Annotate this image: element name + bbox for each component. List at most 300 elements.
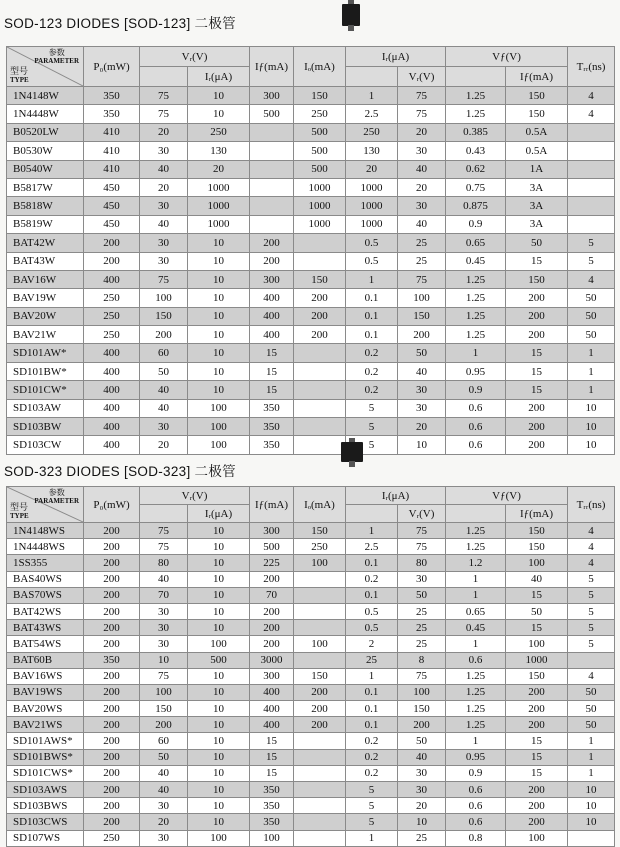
cell-ifv: 15 (506, 381, 568, 399)
cell-vr: 50 (140, 749, 188, 765)
cell-irv: 0.2 (346, 362, 398, 380)
cell-vf: 0.875 (446, 197, 506, 215)
cell-ir: 10 (188, 539, 250, 555)
cell-type: SD103BWS (7, 798, 84, 814)
cell-type: SD103CWS (7, 814, 84, 830)
table-row (7, 123, 615, 141)
cell-pd: 410 (84, 160, 140, 178)
cell-vf: 0.43 (446, 142, 506, 160)
cell-vr: 20 (140, 436, 188, 454)
cell-irv: 2.5 (346, 105, 398, 123)
cell-vrv: 200 (398, 326, 446, 344)
cell-ir: 10 (188, 289, 250, 307)
cell-ir: 250 (188, 123, 250, 141)
cell-ir: 10 (188, 234, 250, 252)
cell-vrv: 25 (398, 830, 446, 846)
header-param-en: PARAMETER (34, 497, 79, 505)
cell-trr: 50 (568, 307, 615, 325)
table-row (7, 399, 615, 417)
table-row (7, 418, 615, 436)
cell-trr: 10 (568, 798, 615, 814)
cell-vrv: 40 (398, 749, 446, 765)
cell-vr: 30 (140, 142, 188, 160)
cell-irv: 0.1 (346, 289, 398, 307)
cell-irv: 0.2 (346, 381, 398, 399)
cell-vr: 75 (140, 270, 188, 288)
header-param-cn: 参数 (48, 48, 65, 57)
cell-vf: 0.45 (446, 252, 506, 270)
cell-if: 350 (250, 798, 294, 814)
header-trr: Tᵣᵣ(ns) (568, 487, 615, 523)
cell-trr: 5 (568, 252, 615, 270)
header-ir-group: Iᵣ(μA) (346, 487, 446, 505)
cell-vrv: 75 (398, 87, 446, 105)
cell-ifv: 15 (506, 765, 568, 781)
cell-vrv: 40 (398, 362, 446, 380)
cell-io (294, 620, 346, 636)
cell-vr: 75 (140, 539, 188, 555)
cell-ifv: 15 (506, 733, 568, 749)
cell-vf: 1.25 (446, 270, 506, 288)
cell-type: SD101CWS* (7, 765, 84, 781)
cell-io: 200 (294, 326, 346, 344)
cell-vf: 0.95 (446, 362, 506, 380)
cell-trr: 10 (568, 436, 615, 454)
cell-if (250, 123, 294, 141)
cell-io (294, 362, 346, 380)
cell-vrv: 10 (398, 436, 446, 454)
cell-type: B0530W (7, 142, 84, 160)
cell-vf: 0.6 (446, 399, 506, 417)
cell-trr (568, 123, 615, 141)
cell-vrv: 150 (398, 307, 446, 325)
cell-irv: 0.5 (346, 620, 398, 636)
table-row (7, 105, 615, 123)
cell-trr: 4 (568, 523, 615, 539)
table-row (7, 636, 615, 652)
cell-vr: 30 (140, 252, 188, 270)
table-row (7, 234, 615, 252)
cell-vrv: 30 (398, 197, 446, 215)
cell-irv: 0.2 (346, 344, 398, 362)
cell-ir: 500 (188, 652, 250, 668)
cell-trr: 5 (568, 636, 615, 652)
cell-vrv: 100 (398, 289, 446, 307)
cell-ifv: 150 (506, 539, 568, 555)
cell-type: BAT60B (7, 652, 84, 668)
header-pd: P₀(mW) (84, 487, 140, 523)
cell-irv: 2 (346, 636, 398, 652)
cell-vr: 30 (140, 636, 188, 652)
cell-vr: 100 (140, 684, 188, 700)
cell-if: 400 (250, 684, 294, 700)
cell-ir: 10 (188, 381, 250, 399)
cell-if: 70 (250, 587, 294, 603)
cell-vf: 1.25 (446, 326, 506, 344)
cell-trr: 4 (568, 270, 615, 288)
cell-pd: 250 (84, 830, 140, 846)
cell-vrv: 30 (398, 765, 446, 781)
cell-vrv: 20 (398, 178, 446, 196)
cell-trr (568, 652, 615, 668)
cell-ir: 10 (188, 668, 250, 684)
cell-type: SD101CW* (7, 381, 84, 399)
cell-vrv: 75 (398, 539, 446, 555)
cell-io: 100 (294, 555, 346, 571)
cell-vrv: 25 (398, 620, 446, 636)
cell-irv: 1000 (346, 197, 398, 215)
cell-io: 150 (294, 87, 346, 105)
cell-type: BAV20W (7, 307, 84, 325)
cell-pd: 400 (84, 344, 140, 362)
cell-vr: 20 (140, 814, 188, 830)
cell-ifv: 15 (506, 587, 568, 603)
cell-vf: 1 (446, 733, 506, 749)
cell-pd: 200 (84, 587, 140, 603)
cell-vf: 1 (446, 587, 506, 603)
cell-if: 350 (250, 782, 294, 798)
cell-io (294, 733, 346, 749)
cell-vr: 150 (140, 701, 188, 717)
cell-type: B0540W (7, 160, 84, 178)
cell-trr (568, 197, 615, 215)
header-ir-sub: Iᵣ(μA) (188, 67, 250, 87)
cell-pd: 250 (84, 289, 140, 307)
table-row (7, 587, 615, 603)
cell-vr: 40 (140, 399, 188, 417)
cell-vr: 30 (140, 620, 188, 636)
cell-type: B0520LW (7, 123, 84, 141)
cell-pd: 200 (84, 571, 140, 587)
sod323-package-icon (338, 438, 366, 468)
cell-if: 15 (250, 381, 294, 399)
cell-vrv: 30 (398, 399, 446, 417)
table-row (7, 782, 615, 798)
cell-io (294, 399, 346, 417)
cell-if: 200 (250, 603, 294, 619)
table-row (7, 717, 615, 733)
cell-if: 300 (250, 87, 294, 105)
header-vf-blank (446, 505, 506, 523)
table-row (7, 701, 615, 717)
cell-trr: 10 (568, 782, 615, 798)
cell-ir: 10 (188, 684, 250, 700)
cell-vf: 0.6 (446, 436, 506, 454)
cell-ir: 10 (188, 555, 250, 571)
cell-ifv: 150 (506, 87, 568, 105)
header-ir-blank (346, 67, 398, 87)
header-ir-sub: Iᵣ(μA) (188, 505, 250, 523)
cell-if (250, 160, 294, 178)
cell-io (294, 587, 346, 603)
sod323-diode-table (6, 486, 615, 847)
cell-if: 200 (250, 252, 294, 270)
cell-pd: 400 (84, 418, 140, 436)
header-type-en: TYPE (10, 512, 29, 520)
table-row (7, 381, 615, 399)
cell-vf: 0.385 (446, 123, 506, 141)
cell-vf: 0.9 (446, 215, 506, 233)
cell-vrv: 50 (398, 344, 446, 362)
cell-if: 400 (250, 307, 294, 325)
cell-type: B5817W (7, 178, 84, 196)
cell-vf: 1.25 (446, 668, 506, 684)
cell-ir: 10 (188, 362, 250, 380)
cell-ifv: 15 (506, 344, 568, 362)
cell-io (294, 252, 346, 270)
cell-ir: 10 (188, 701, 250, 717)
table-row (7, 326, 615, 344)
cell-irv: 5 (346, 782, 398, 798)
cell-trr: 50 (568, 717, 615, 733)
cell-if: 400 (250, 701, 294, 717)
cell-ir: 10 (188, 307, 250, 325)
header-corner (7, 487, 84, 523)
cell-pd: 200 (84, 668, 140, 684)
header-pd: P₀(mW) (84, 47, 140, 87)
cell-vrv: 20 (398, 798, 446, 814)
cell-vrv: 20 (398, 123, 446, 141)
cell-vf: 1.25 (446, 523, 506, 539)
cell-ir: 100 (188, 399, 250, 417)
cell-vr: 30 (140, 418, 188, 436)
table-row (7, 603, 615, 619)
cell-pd: 450 (84, 215, 140, 233)
cell-trr: 5 (568, 620, 615, 636)
cell-trr: 50 (568, 326, 615, 344)
cell-type: BAV19W (7, 289, 84, 307)
cell-vrv: 50 (398, 587, 446, 603)
cell-io: 200 (294, 289, 346, 307)
cell-vf: 0.75 (446, 178, 506, 196)
cell-io: 200 (294, 684, 346, 700)
cell-vf: 1.25 (446, 539, 506, 555)
cell-irv: 1000 (346, 178, 398, 196)
cell-vrv: 40 (398, 215, 446, 233)
cell-ifv: 150 (506, 523, 568, 539)
cell-vf: 1.25 (446, 307, 506, 325)
cell-type: BAV19WS (7, 684, 84, 700)
cell-ir: 10 (188, 571, 250, 587)
cell-ifv: 200 (506, 782, 568, 798)
cell-ifv: 0.5A (506, 123, 568, 141)
table-row (7, 87, 615, 105)
cell-irv: 250 (346, 123, 398, 141)
cell-ir: 10 (188, 798, 250, 814)
cell-io: 150 (294, 668, 346, 684)
cell-vf: 1 (446, 344, 506, 362)
cell-vr: 75 (140, 523, 188, 539)
cell-pd: 450 (84, 178, 140, 196)
cell-irv: 0.2 (346, 733, 398, 749)
cell-vr: 40 (140, 571, 188, 587)
cell-pd: 350 (84, 105, 140, 123)
cell-vr: 50 (140, 362, 188, 380)
cell-irv: 0.1 (346, 555, 398, 571)
cell-vr: 20 (140, 123, 188, 141)
table-row (7, 749, 615, 765)
header-vr-blank (140, 67, 188, 87)
cell-irv: 0.2 (346, 749, 398, 765)
header-corner (7, 47, 84, 87)
cell-if: 400 (250, 717, 294, 733)
cell-type: BAT42WS (7, 603, 84, 619)
cell-trr: 1 (568, 765, 615, 781)
cell-irv: 0.2 (346, 765, 398, 781)
cell-ir: 1000 (188, 178, 250, 196)
cell-io (294, 782, 346, 798)
cell-if: 15 (250, 344, 294, 362)
cell-if: 300 (250, 523, 294, 539)
cell-ir: 10 (188, 717, 250, 733)
cell-pd: 400 (84, 362, 140, 380)
cell-pd: 200 (84, 798, 140, 814)
cell-ir: 10 (188, 344, 250, 362)
table-row (7, 178, 615, 196)
cell-vr: 75 (140, 105, 188, 123)
cell-type: 1N4448W (7, 105, 84, 123)
cell-vrv: 75 (398, 105, 446, 123)
cell-type: SD103CW (7, 436, 84, 454)
cell-vr: 40 (140, 765, 188, 781)
cell-if: 15 (250, 733, 294, 749)
cell-irv: 5 (346, 418, 398, 436)
cell-pd: 200 (84, 234, 140, 252)
table-row (7, 684, 615, 700)
cell-ir: 100 (188, 830, 250, 846)
cell-pd: 350 (84, 87, 140, 105)
cell-ir: 100 (188, 636, 250, 652)
cell-type: SD101BWS* (7, 749, 84, 765)
cell-pd: 200 (84, 252, 140, 270)
cell-vf: 1.2 (446, 555, 506, 571)
header-vr-sub: Vᵣ(V) (398, 67, 446, 87)
cell-vf: 0.6 (446, 814, 506, 830)
cell-vr: 40 (140, 381, 188, 399)
cell-pd: 200 (84, 782, 140, 798)
header-type-cn: 型号 (10, 66, 29, 76)
cell-pd: 250 (84, 307, 140, 325)
cell-trr: 4 (568, 668, 615, 684)
cell-io: 500 (294, 160, 346, 178)
cell-io: 1000 (294, 215, 346, 233)
cell-trr (568, 830, 615, 846)
cell-ifv: 3A (506, 215, 568, 233)
table-row (7, 668, 615, 684)
cell-trr: 50 (568, 684, 615, 700)
cell-irv: 0.5 (346, 234, 398, 252)
section-title-sod123: SOD-123 DIODES [SOD-123] 二极管 (4, 16, 236, 31)
cell-irv: 5 (346, 436, 398, 454)
cell-io: 250 (294, 105, 346, 123)
cell-io (294, 381, 346, 399)
cell-io: 150 (294, 523, 346, 539)
cell-vr: 40 (140, 215, 188, 233)
cell-vr: 30 (140, 234, 188, 252)
table-row (7, 830, 615, 846)
cell-pd: 200 (84, 620, 140, 636)
cell-vr: 200 (140, 326, 188, 344)
cell-ifv: 15 (506, 749, 568, 765)
table-row (7, 652, 615, 668)
cell-trr: 10 (568, 814, 615, 830)
cell-vf: 0.6 (446, 798, 506, 814)
header-ir-blank (346, 505, 398, 523)
cell-ifv: 200 (506, 798, 568, 814)
cell-if: 300 (250, 270, 294, 288)
cell-if: 500 (250, 539, 294, 555)
header-vr-sub: Vᵣ(V) (398, 505, 446, 523)
cell-irv: 1000 (346, 215, 398, 233)
cell-irv: 0.1 (346, 717, 398, 733)
cell-vrv: 25 (398, 636, 446, 652)
cell-trr: 4 (568, 539, 615, 555)
cell-ifv: 200 (506, 814, 568, 830)
table-row (7, 197, 615, 215)
cell-vf: 1 (446, 636, 506, 652)
cell-type: BAT43W (7, 252, 84, 270)
cell-irv: 25 (346, 652, 398, 668)
cell-ifv: 200 (506, 684, 568, 700)
header-param-cn: 参数 (48, 488, 65, 497)
cell-type: SD101AWS* (7, 733, 84, 749)
cell-trr: 50 (568, 701, 615, 717)
cell-vrv: 200 (398, 717, 446, 733)
table-row (7, 765, 615, 781)
table-row (7, 344, 615, 362)
cell-trr: 1 (568, 749, 615, 765)
cell-vrv: 30 (398, 782, 446, 798)
cell-vrv: 30 (398, 381, 446, 399)
cell-vf: 1.25 (446, 701, 506, 717)
table-row (7, 814, 615, 830)
cell-if: 200 (250, 571, 294, 587)
cell-if (250, 197, 294, 215)
cell-type: BAV16W (7, 270, 84, 288)
cell-vr: 60 (140, 344, 188, 362)
cell-type: SD103AW (7, 399, 84, 417)
cell-io (294, 652, 346, 668)
cell-vrv: 80 (398, 555, 446, 571)
cell-irv: 0.1 (346, 587, 398, 603)
cell-ifv: 1A (506, 160, 568, 178)
cell-vr: 75 (140, 668, 188, 684)
cell-vrv: 8 (398, 652, 446, 668)
cell-ifv: 100 (506, 555, 568, 571)
cell-ifv: 0.5A (506, 142, 568, 160)
table-row (7, 160, 615, 178)
cell-vrv: 40 (398, 160, 446, 178)
cell-if: 200 (250, 636, 294, 652)
table-row (7, 289, 615, 307)
cell-pd: 200 (84, 523, 140, 539)
cell-if: 15 (250, 765, 294, 781)
cell-pd: 400 (84, 436, 140, 454)
cell-irv: 0.5 (346, 252, 398, 270)
cell-ifv: 200 (506, 307, 568, 325)
cell-vf: 1.25 (446, 684, 506, 700)
cell-vf: 0.45 (446, 620, 506, 636)
cell-vrv: 100 (398, 684, 446, 700)
cell-if: 100 (250, 830, 294, 846)
cell-if: 500 (250, 105, 294, 123)
cell-vf: 0.9 (446, 381, 506, 399)
cell-vf: 1.25 (446, 289, 506, 307)
cell-if (250, 178, 294, 196)
cell-io (294, 234, 346, 252)
cell-ir: 10 (188, 587, 250, 603)
cell-io: 1000 (294, 197, 346, 215)
